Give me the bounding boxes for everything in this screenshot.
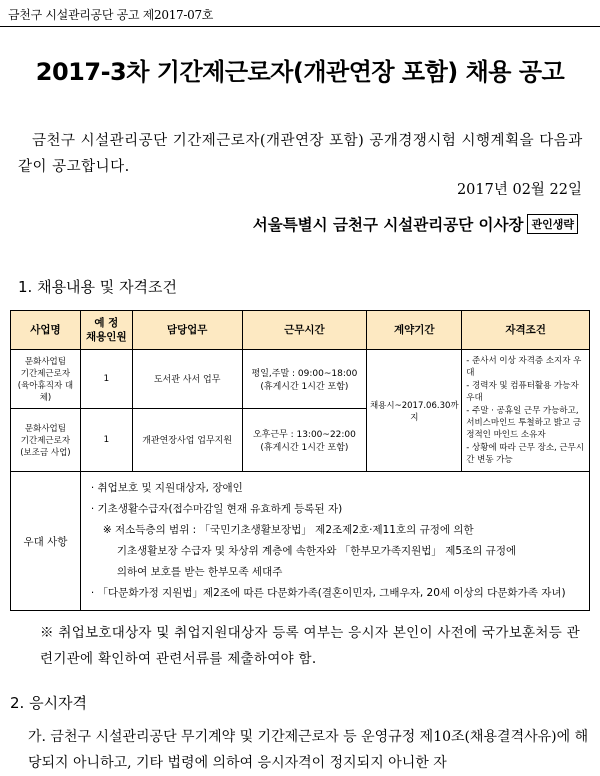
organization-signature: [253, 213, 578, 235]
row-project-name: 문화사업팀 기간제근로자 (보조금 사업): [11, 408, 81, 471]
section-heading-recruitment: 1. 채용내용 및 자격조건: [18, 278, 178, 296]
notice-number: 금천구 시설관리공단 공고 제2017-07호: [8, 8, 214, 22]
row-duty: 개관연장사업 업무지원: [132, 408, 242, 471]
header-divider: [0, 26, 600, 27]
preference-item: · 「다문화가정 지원법」제2조에 따른 다문화가족(결혼이민자, 그배우자, 20세 이상의 다문화가족 자녀): [90, 587, 566, 599]
recruitment-table: [10, 310, 590, 611]
row-headcount: 1: [80, 350, 132, 409]
preference-label: 우대 사항: [11, 472, 81, 611]
col-header-project: 사업명: [11, 311, 81, 350]
preference-item: 의하여 보호를 받는 한부모족 세대주: [116, 566, 283, 578]
row-headcount: 1: [80, 408, 132, 471]
contract-period: 채용시~2017.06.30까지: [367, 350, 462, 472]
qualification-item: - 상황에 따라 근무 장소, 근무시간 변동 가능: [466, 443, 585, 465]
col-header-headcount: 예 정 채용인원: [80, 311, 132, 350]
table-row: [11, 350, 590, 409]
section-heading-eligibility: 2. 응시자격: [10, 694, 88, 712]
preference-item: 기초생활보장 수급자 및 차상위 계층에 속한자와 「한부모가족지원법」 제5조의 규정에: [116, 545, 517, 557]
official-seal-omitted: 관인생략: [527, 214, 578, 234]
col-header-period: 계약기간: [367, 311, 462, 350]
notice-date: 2017년 02월 22일: [456, 182, 582, 198]
table-header-row: [11, 311, 590, 350]
row-project-name: 문화사업팀 기간제근로자 (육아휴직자 대체): [11, 350, 81, 409]
intro-paragraph: 금천구 시설관리공단 기간제근로자(개관연장 포함) 공개경쟁시험 시행계획을 다음과 같이 공고합니다.: [18, 133, 583, 175]
qualification-list: [462, 350, 590, 472]
col-header-duty: 담당업무: [132, 311, 242, 350]
registration-note: ※ 취업보호대상자 및 취업지원대상자 등록 여부는 응시자 본인이 사전에 국가보훈처등 관련기관에 확인하여 관련서류를 제출하여야 함.: [40, 625, 580, 667]
preference-item: · 기초생활수급자(접수마감일 현재 유효하게 등록된 자): [90, 503, 343, 515]
preference-item: ※ 저소득층의 범위 : 「국민기초생활보장법」 제2조제2호·제11호의 규정에 의한: [102, 524, 474, 536]
qualification-item: - 준사서 이상 자격증 소지자 우대: [466, 356, 582, 378]
row-duty: 도서관 사서 업무: [132, 350, 242, 409]
preference-row: [11, 472, 590, 611]
row-hours: 평일,주말 : 09:00~18:00 (휴게시간 1시간 포함): [242, 350, 367, 409]
preference-item: · 취업보호 및 지원대상자, 장애인: [90, 482, 243, 494]
eligibility-paragraph: 가. 금천구 시설관리공단 무기계약 및 기간제근로자 등 운영규정 제10조(채용결격사유)에 해당되지 아니하고, 기타 법령에 의하여 응시자격이 정지되지 아니한 자: [28, 729, 589, 771]
row-hours: 오후근무 : 13:00~22:00 (휴게시간 1시간 포함): [242, 408, 367, 471]
preference-list: [80, 472, 589, 611]
page-title: 2017-3차 기간제근로자(개관연장 포함) 채용 공고: [35, 58, 565, 86]
organization-name: 서울특별시 금천구 시설관리공단 이사장: [252, 216, 524, 234]
qualification-item: - 주말 · 공휴일 근무 가능하고, 서비스마인드 투철하고 밝고 긍정적인 마인드 소유자: [466, 406, 582, 440]
col-header-hours: 근무시간: [242, 311, 367, 350]
qualification-item: - 경력자 및 컴퓨터활용 가능자 우대: [466, 381, 579, 403]
col-header-qualification: 자격조건: [462, 311, 590, 350]
